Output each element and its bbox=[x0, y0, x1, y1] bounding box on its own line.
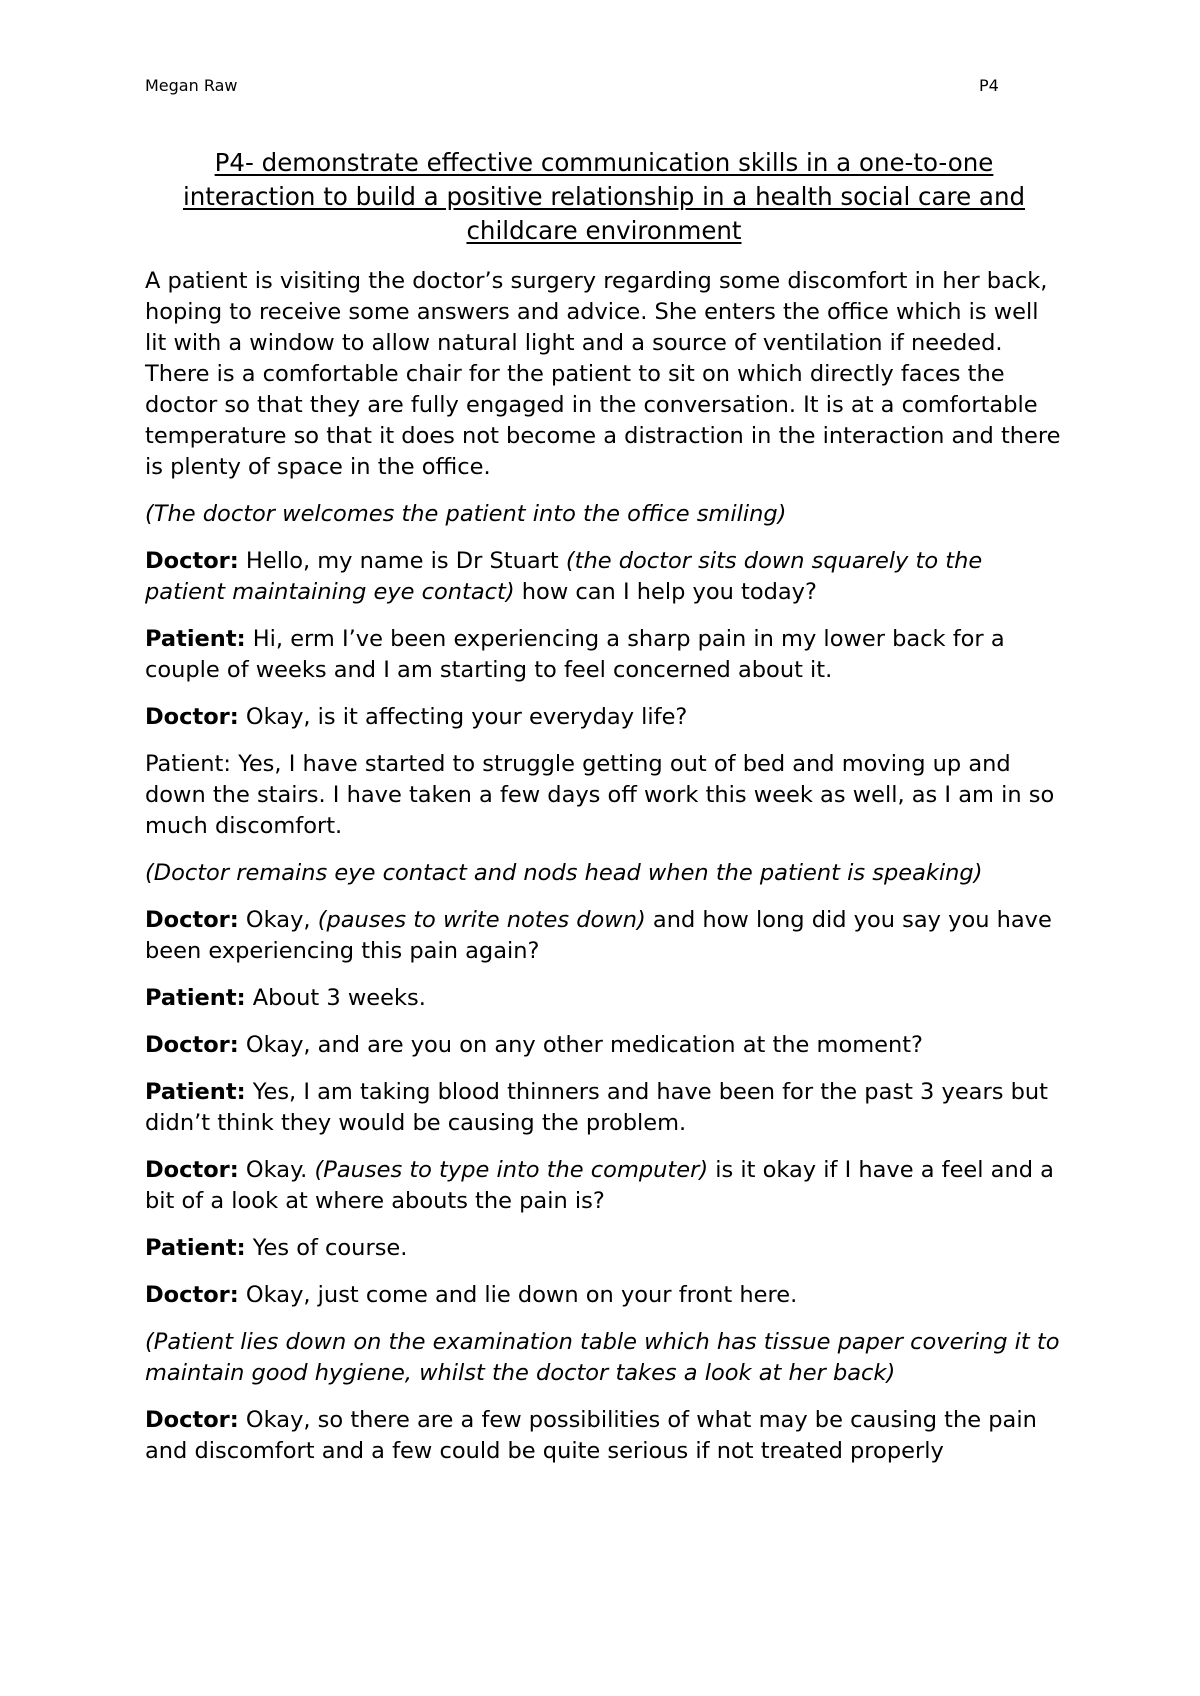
speaker-label: Doctor: bbox=[145, 1407, 239, 1433]
speaker-label: Patient: bbox=[145, 985, 246, 1011]
dialogue-line: Patient: Yes, I have started to struggle getting out of bed and moving up and down the stairs. I have taken a few days off work this week as well, as I am in so much discomfort. bbox=[145, 751, 1055, 839]
author-name: Megan Raw bbox=[145, 76, 238, 95]
page-header bbox=[145, 76, 1005, 100]
dialogue-line: Doctor: Okay, so there are a few possibilities of what may be causing the pain and discomfort and a few could be quite serious if not treated properly bbox=[145, 1407, 1037, 1464]
dialogue-line: Doctor: Okay, is it affecting your everyday life? bbox=[145, 704, 688, 730]
stage-direction: (Patient lies down on the examination table which has tissue paper covering it to maintain good hygiene, whilst the doctor takes a look at her back) bbox=[145, 1329, 1060, 1386]
dialogue-line: Patient: Yes, I am taking blood thinners and have been for the past 3 years but didn’t think they would be causing the problem. bbox=[145, 1079, 1048, 1136]
dialogue-line: Doctor: Okay, (pauses to write notes down) and how long did you say you have been experiencing this pain again? bbox=[145, 907, 1052, 964]
dialogue-line: Doctor: Okay, just come and lie down on your front here. bbox=[145, 1282, 798, 1308]
intro-paragraph: A patient is visiting the doctor’s surgery regarding some discomfort in her back, hoping to receive some answers and advice. She enters the office which is well lit with a window to allow natural light and a source of ventilation if needed. There is a comfortable chair for the patient to sit on which directly faces the doctor so that they are fully engaged in the conversation. It is at a comfortable temperature so that it does not become a distraction in the interaction and there is plenty of space in the office. bbox=[145, 268, 1061, 480]
speaker-label: Doctor: bbox=[145, 1032, 239, 1058]
stage-direction: (pauses to write notes down) bbox=[317, 907, 646, 933]
dialogue-line: Doctor: Hello, my name is Dr Stuart (the doctor sits down squarely to the patient maintaining eye contact) how can I help you today? bbox=[145, 548, 983, 605]
stage-direction: (the doctor sits down squarely to the patient maintaining eye contact) bbox=[145, 548, 983, 605]
document-body bbox=[145, 266, 1065, 1483]
speaker-label: Doctor: bbox=[145, 1282, 239, 1308]
dialogue-line: Patient: Yes of course. bbox=[145, 1235, 408, 1261]
stage-direction: (Doctor remains eye contact and nods head when the patient is speaking) bbox=[145, 860, 983, 886]
dialogue-line: Patient: About 3 weeks. bbox=[145, 985, 426, 1011]
speaker-label: Patient: bbox=[145, 626, 246, 652]
dialogue-line: Doctor: Okay, and are you on any other medication at the moment? bbox=[145, 1032, 923, 1058]
speaker-label: Doctor: bbox=[145, 548, 239, 574]
dialogue-line: Doctor: Okay. (Pauses to type into the computer) is it okay if I have a feel and a bit of a look at where abouts the pain is? bbox=[145, 1157, 1054, 1214]
speaker-label: Doctor: bbox=[145, 704, 239, 730]
stage-direction: (Pauses to type into the computer) bbox=[314, 1157, 709, 1183]
speaker-label: Patient: bbox=[145, 1079, 246, 1105]
stage-direction: (The doctor welcomes the patient into the office smiling) bbox=[145, 501, 787, 527]
document-title: P4- demonstrate effective communication skills in a one-to-one interaction to build a positive relationship in a health social care and childcare environment bbox=[182, 148, 1026, 245]
speaker-label: Doctor: bbox=[145, 1157, 239, 1183]
speaker-label: Doctor: bbox=[145, 907, 239, 933]
dialogue-line: Patient: Hi, erm I’ve been experiencing a sharp pain in my lower back for a couple of weeks and I am starting to feel concerned about it. bbox=[145, 626, 1005, 683]
assignment-code: P4 bbox=[979, 76, 999, 95]
speaker-label: Patient: bbox=[145, 1235, 246, 1261]
